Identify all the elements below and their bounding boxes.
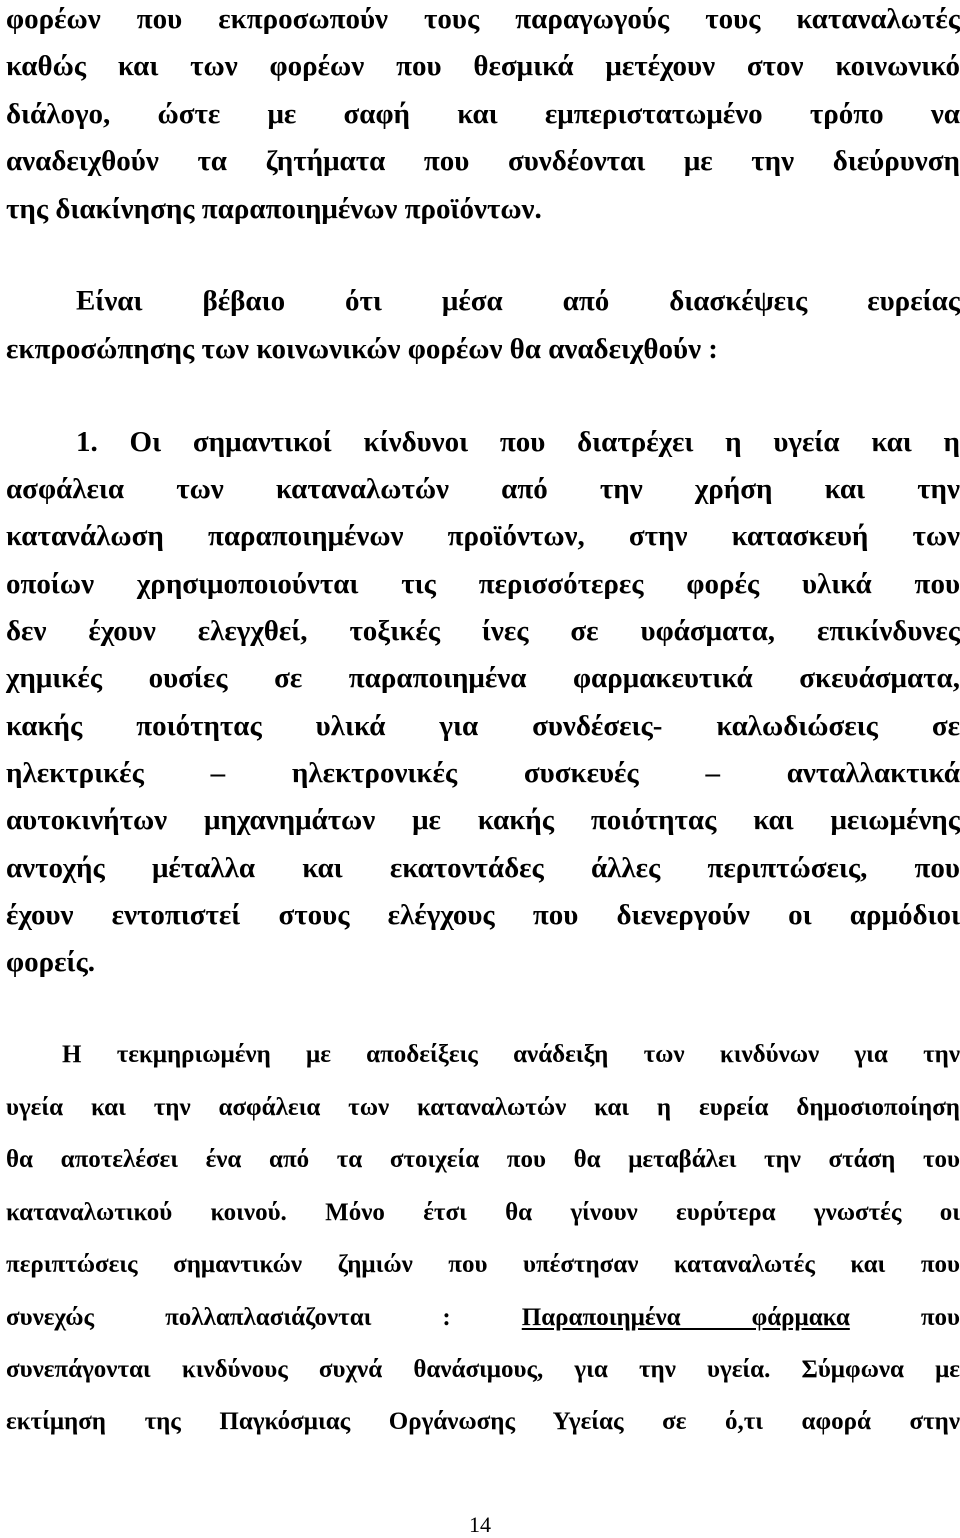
paragraph-3-line-7: συνεπάγονται κινδύνους συχνά θανάσιμους, για την υγεία. Σύμφωνα με xyxy=(6,1356,960,1383)
list-item-1-line-8: ηλεκτρικές – ηλεκτρονικές συσκευές – ανταλλακτικά xyxy=(6,757,960,789)
paragraph-3-line-4: καταναλωτικού κοινού. Μόνο έτσι θα γίνουν ευρύτερα γνωστές οι xyxy=(6,1199,960,1226)
list-item-1-line-1: 1. Οι σημαντικοί κίνδυνοι που διατρέχει η υγεία και η xyxy=(76,426,960,458)
list-item-1-line-9: αυτοκινήτων μηχανημάτων με κακής ποιότητας και μειωμένης xyxy=(6,804,960,836)
paragraph-3-line-6-suffix: που xyxy=(920,1304,960,1331)
document-page xyxy=(6,0,960,1533)
paragraph-1-line-5: της διακίνησης παραποιημένων προϊόντων. xyxy=(6,193,542,225)
page-number: 14 xyxy=(469,1512,491,1537)
paragraph-1-line-3: διάλογο, ώστε με σαφή και εμπεριστατωμένο τρόπο να xyxy=(6,98,960,130)
paragraph-3-line-6 xyxy=(6,1305,960,1330)
list-item-1-line-5: δεν έχουν ελεγχθεί, τοξικές ίνες σε υφάσματα, επικίνδυνες xyxy=(6,615,960,647)
list-item-1-line-10: αντοχής μέταλλα και εκατοντάδες άλλες περιπτώσεις, που xyxy=(6,852,960,884)
paragraph-3-line-6-prefix: συνεχώς πολλαπλασιάζονται : xyxy=(6,1304,451,1331)
list-item-1-line-7: κακής ποιότητας υλικά για συνδέσεις- καλωδιώσεις σε xyxy=(6,710,960,742)
list-item-1-line-2: ασφάλεια των καταναλωτών από την χρήση και την xyxy=(6,473,960,505)
list-item-1-line-12: φορείς. xyxy=(6,946,95,978)
paragraph-3-line-5: περιπτώσεις σημαντικών ζημιών που υπέστησαν καταναλωτές και που xyxy=(6,1251,960,1278)
paragraph-1-line-1: φορέων που εκπροσωπούν τους παραγωγούς τους καταναλωτές xyxy=(6,3,960,35)
paragraph-3-line-8: εκτίμηση της Παγκόσμιας Οργάνωσης Υγείας σε ό,τι αφορά στην xyxy=(6,1408,960,1435)
paragraph-2-line-2: εκπροσώπησης των κοινωνικών φορέων θα αναδειχθούν : xyxy=(6,333,718,365)
paragraph-1-line-4: αναδειχθούν τα ζητήματα που συνδέονται με την διεύρυνση xyxy=(6,145,960,177)
list-item-1-line-6: χημικές ουσίες σε παραποιημένα φαρμακευτικά σκευάσματα, xyxy=(6,662,960,694)
paragraph-1-line-2: καθώς και των φορέων που θεσμικά μετέχουν στον κοινωνικό xyxy=(6,50,960,82)
list-item-1-line-11: έχουν εντοπιστεί στους ελέγχους που διενεργούν οι αρμόδιοι xyxy=(6,899,960,931)
paragraph-3-line-1: Η τεκμηριωμένη με αποδείξεις ανάδειξη των κινδύνων για την xyxy=(62,1041,960,1068)
paragraph-3-line-2: υγεία και την ασφάλεια των καταναλωτών και η ευρεία δημοσιοποίηση xyxy=(6,1094,960,1121)
underlined-phrase-counterfeit-drugs: Παραποιημένα φάρμακα xyxy=(521,1304,850,1331)
paragraph-2-line-1: Είναι βέβαιο ότι μέσα από διασκέψεις ευρείας xyxy=(76,285,960,317)
list-item-1-line-3: κατανάλωση παραποιημένων προϊόντων, στην κατασκευή των xyxy=(6,520,960,552)
paragraph-3-line-3: θα αποτελέσει ένα από τα στοιχεία που θα μεταβάλει την στάση του xyxy=(6,1146,960,1173)
list-item-1-line-4: οποίων χρησιμοποιούνται τις περισσότερες φορές υλικά που xyxy=(6,568,960,600)
